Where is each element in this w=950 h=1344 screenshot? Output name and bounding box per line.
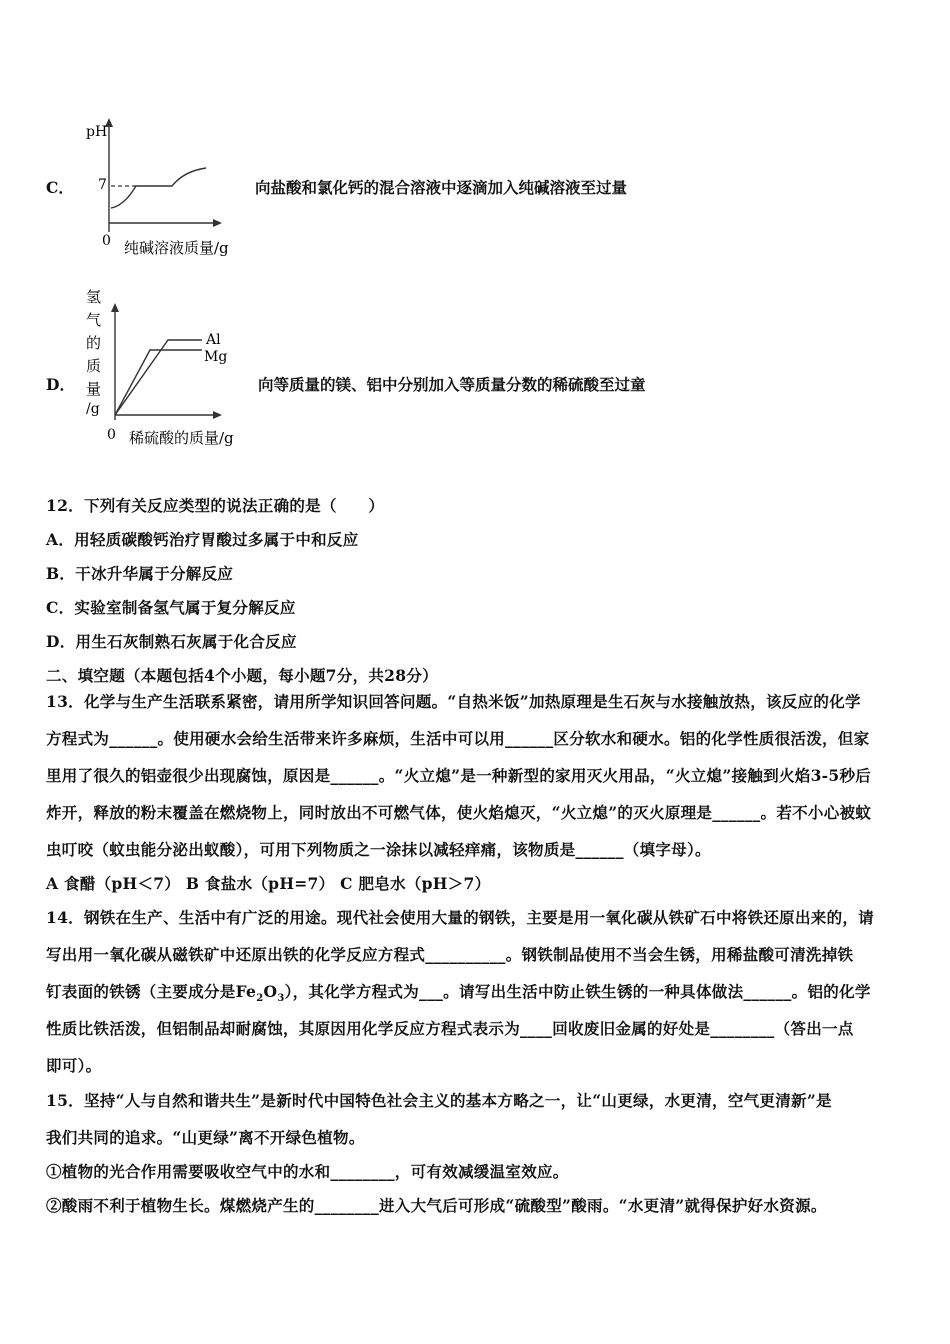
q13-line-2: 方程式为______。使用硬水会给生活带来许多麻烦，生活中可以用______区分软水和硬水。铝的化学性质很活泼，但家 [46,729,870,748]
q14-line-4: 性质比铁活泼，但铝制品却耐腐蚀，其原因用化学反应方程式表示为____回收废旧金属的好处是________（答出一点 [46,1019,854,1038]
option-c-ph-graph [78,112,258,262]
x-axis-label: 稀硫酸的质量/g [129,429,234,447]
option-d-letter: D． [46,375,75,394]
q13-line-4: 炸开，释放的粉末覆盖在燃烧物上，同时放出不可燃气体，使火焰熄灭，“火立熄”的灭火原理是______。若不小心被蚊 [46,803,872,822]
option-c-letter: C． [46,178,74,197]
q12-option-b: B．干冰升华属于分解反应 [46,564,234,583]
q12-option-a: A．用轻质碳酸钙治疗胃酸过多属于中和反应 [46,530,359,549]
q13-line-3: 里用了很久的铝壶很少出现腐蚀，原因是______。“火立熄”是一种新型的家用灭火用品，“火立熄”接触到火焰3-5秒后 [46,766,872,785]
option-c-description: 向盐酸和氯化钙的混合溶液中逐滴加入纯碱溶液至过量 [255,178,628,197]
q14-line-3-after: ），其化学方程式为___。请写出生活中防止铁生锈的一种具体做法______。铝的化学 [284,982,871,1001]
q12-stem: 12．下列有关反应类型的说法正确的是（ ） [46,496,385,515]
y-axis-arrow [111,303,119,312]
y-label-char-1: 氢 [86,288,102,306]
option-d-hydrogen-graph [78,286,268,454]
q15-line-2: 我们共同的追求。“山更绿”离不开绿色植物。 [46,1128,365,1147]
q14-line-3-before: 钉表面的铁锈（主要成分是Fe [46,982,257,1001]
y-label-char-6: /g [86,401,100,417]
section-2-heading: 二、填空题（本题包括4个小题，每小题7分，共28分） [46,666,438,685]
al-label: Al [206,332,221,348]
q14-line-5: 即可）。 [46,1056,102,1075]
x-axis-arrow [213,411,222,419]
subscript-3: 3 [277,993,285,1005]
mg-line [115,350,202,415]
oxygen-symbol: O [263,982,278,1001]
x-axis-label: 纯碱溶液质量/g [124,239,229,257]
ph-curve [111,168,206,208]
y-axis-label: pH [86,124,108,140]
y-label-char-4: 质 [86,357,102,375]
y-label-char-3: 的 [86,334,102,352]
origin-label: 0 [107,427,116,443]
q12-option-c: C．实验室制备氢气属于复分解反应 [46,598,296,617]
q12-option-d: D．用生石灰制熟石灰属于化合反应 [46,632,297,651]
q13-line-5: 虫叮咬（蚊虫能分泌出蚁酸），可用下列物质之一涂抹以减轻痒痛，该物质是______（填字母）。 [46,840,711,859]
al-line [115,340,202,415]
q14-line-3 [46,980,910,1004]
q14-line-2: 写出用一氧化碳从磁铁矿中还原出铁的化学反应方程式__________。钢铁制品使用不当会生锈，用稀盐酸可清洗掉铁 [46,945,854,964]
q15-line-3: ①植物的光合作用需要吸收空气中的水和________，可有效减缓温室效应。 [46,1162,569,1181]
q14-line-1: 14．钢铁在生产、生活中有广泛的用途。现代社会使用大量的钢铁，主要是用一氧化碳从铁矿石中将铁还原出来的，请 [46,908,874,927]
option-d-description: 向等质量的镁、铝中分别加入等质量分数的稀硫酸至过童 [258,375,646,394]
q15-line-4: ②酸雨不利于植物生长。煤燃烧产生的________进入大气后可形成“硫酸型”酸雨。“水更清”就得保护好水资源。 [46,1196,827,1215]
origin-label: 0 [102,233,111,249]
subscript-2: 2 [256,993,264,1005]
q13-choices: A 食醋（pH＜7） B 食盐水（pH=7） C 肥皂水（pH＞7） [46,874,491,893]
q15-line-1: 15．坚持“人与自然和谐共生”是新时代中国特色社会主义的基本方略之一，让“山更绿，水更清，空气更清新”是 [46,1091,832,1110]
y-label-char-5: 量 [86,380,102,398]
x-axis-arrow [213,219,222,227]
mg-label: Mg [204,349,228,365]
y-label-char-2: 气 [86,311,102,329]
q13-line-1: 13．化学与生产生活联系紧密，请用所学知识回答问题。“自热米饭”加热原理是生石灰与水接触放热，该反应的化学 [46,692,861,711]
tick-7-label: 7 [98,177,107,193]
